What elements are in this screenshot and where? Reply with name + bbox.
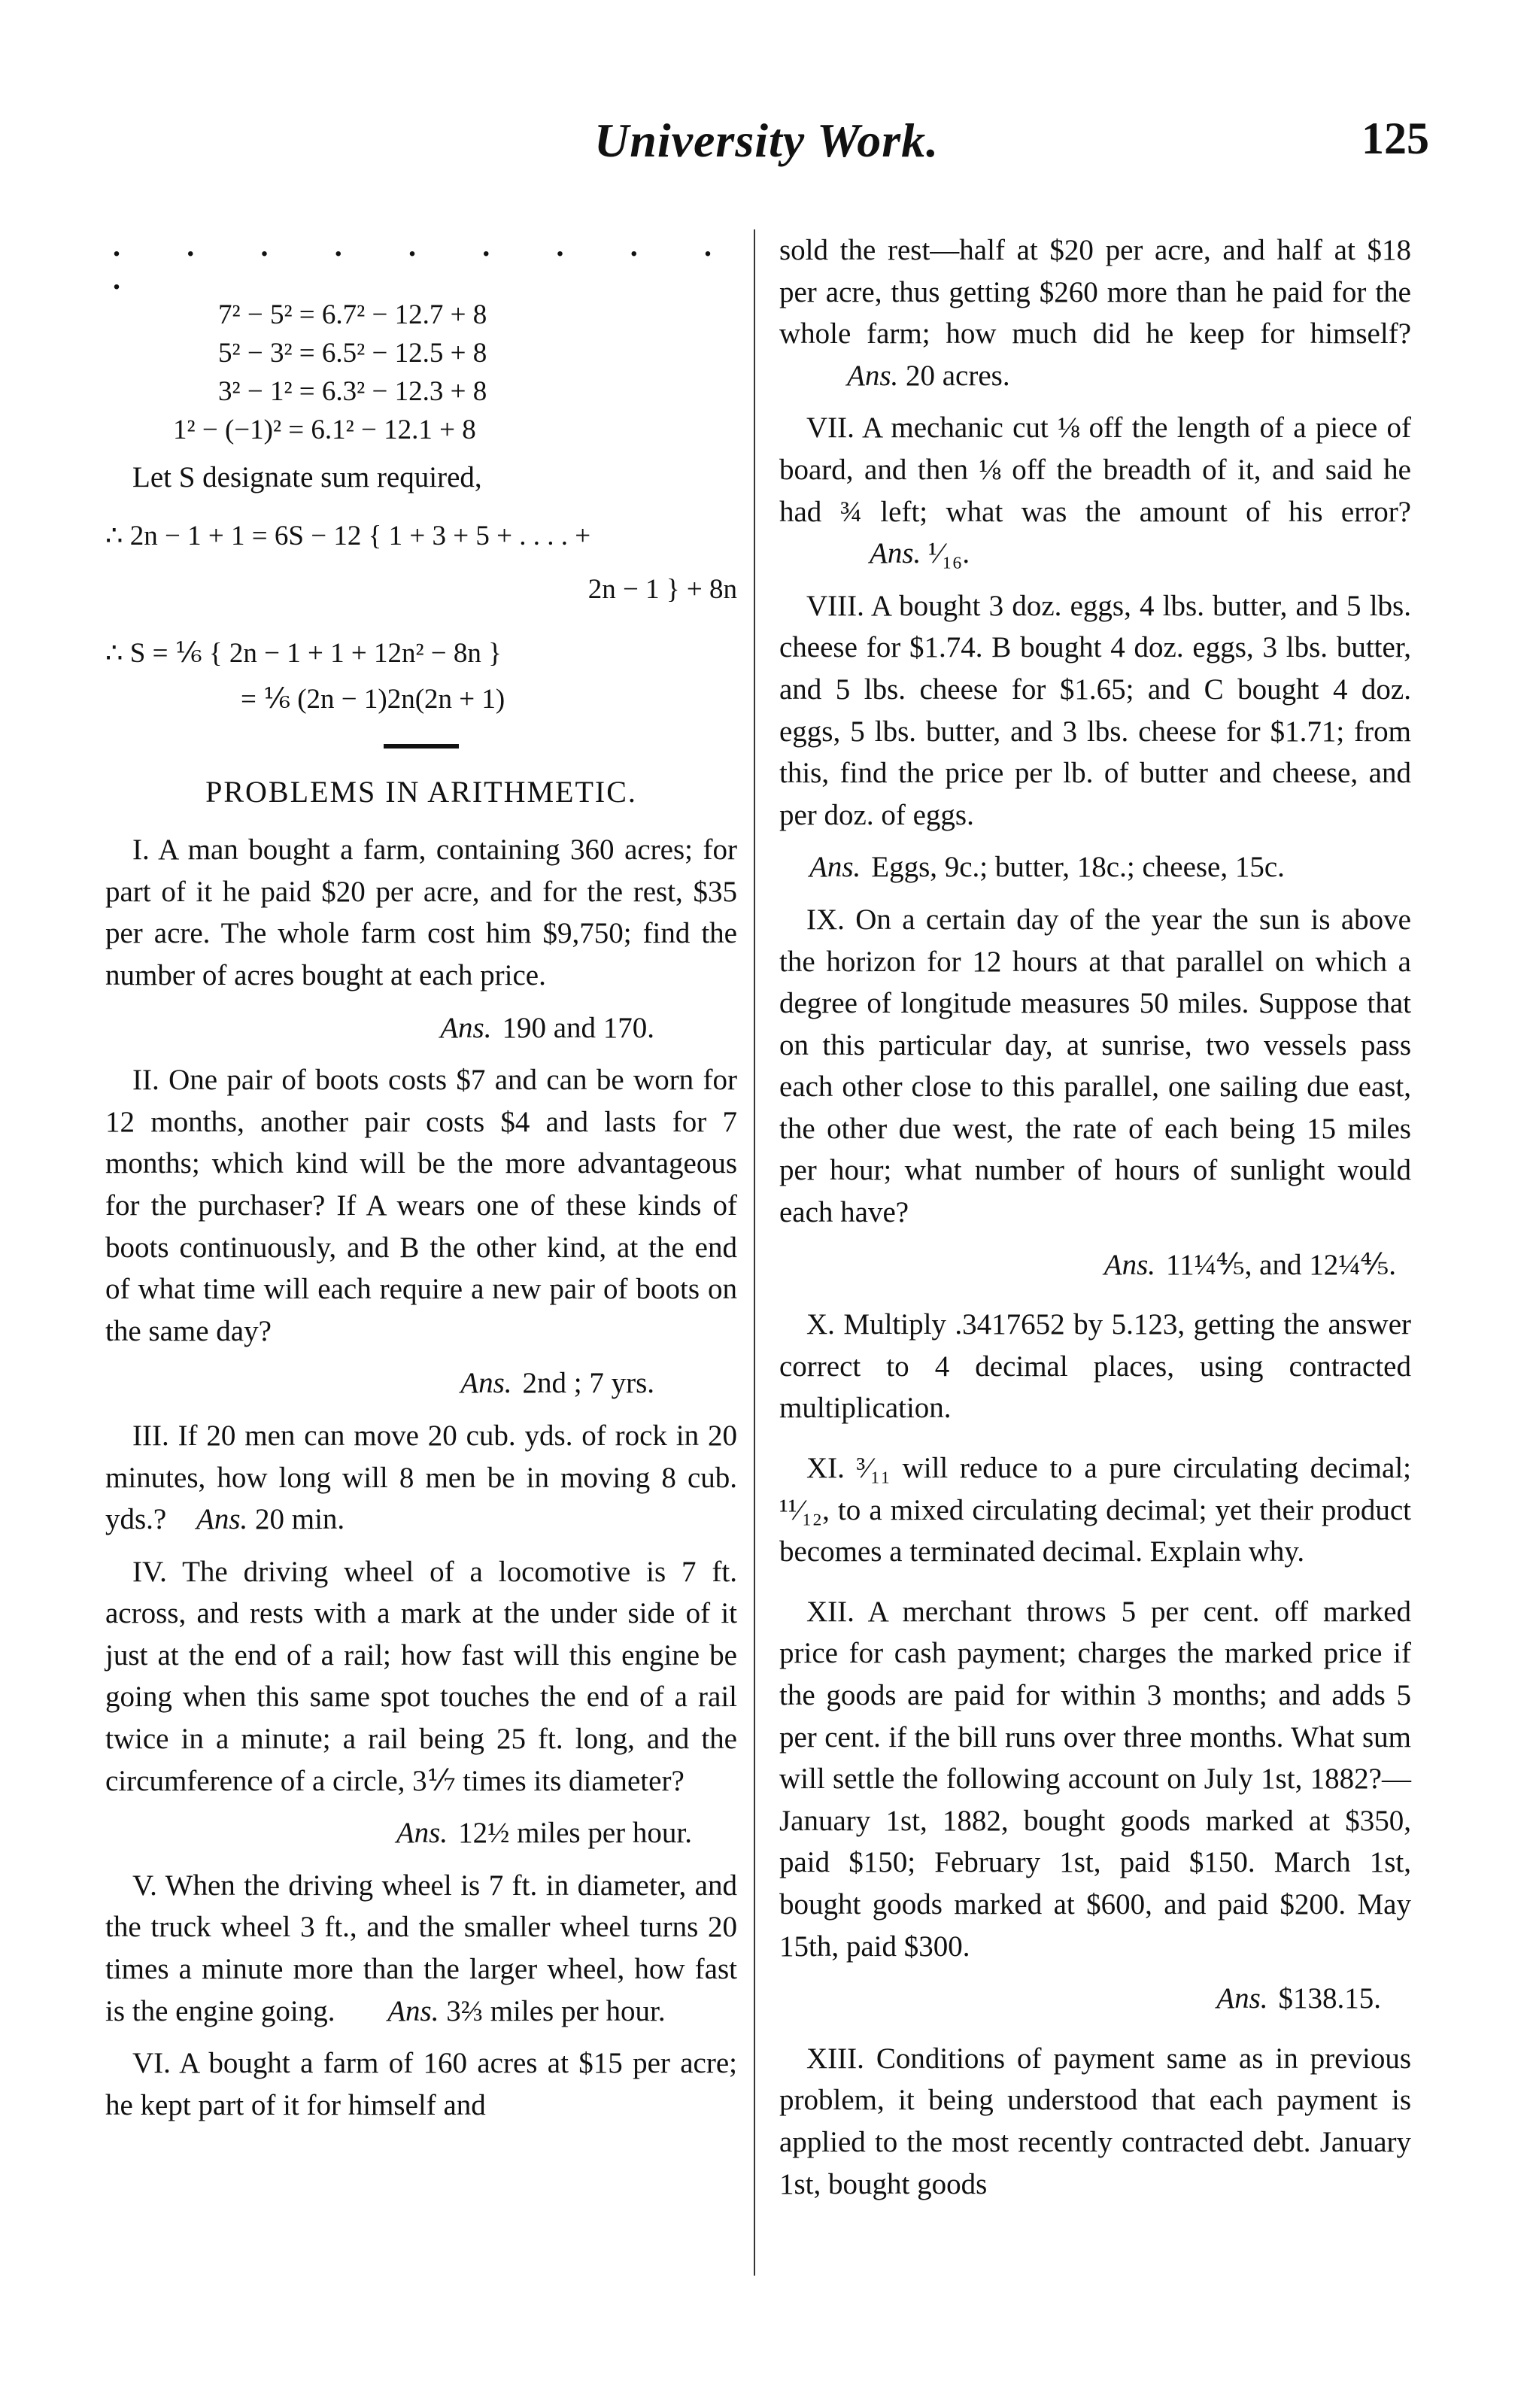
ans-label: Ans.	[460, 1367, 512, 1400]
equation-line: 5² − 3² = 6.5² − 12.5 + 8	[218, 338, 487, 369]
ans-value: ¹⁄₁₆.	[928, 537, 970, 570]
problem-1: I. A man bought a farm, containing 360 acres; for part of it he paid $20 per acre, and for the rest, $35 per acre. The whole farm cost him $9,750; find the number of acres bought at each price.	[105, 834, 737, 991]
running-title: University Work.	[594, 114, 940, 167]
derivation-line: ∴ S = ⅙ { 2n − 1 + 1 + 12n² − 8n }	[105, 637, 502, 669]
right-column	[779, 229, 1411, 2215]
ans-label: Ans.	[870, 537, 921, 570]
problem-13: XIII. Conditions of payment same as in previous problem, it being understood that each payment is applied to the most recently contracted debt. January 1st, bought goods	[779, 2042, 1411, 2200]
ans-value: 20 min.	[255, 1503, 345, 1536]
problem-6-text: sold the rest—half at $20 per acre, and half at $18 per acre, thus getting $260 more than he paid for the whole farm; how much did he keep for himself?	[779, 234, 1411, 351]
ans-label: Ans.	[196, 1503, 248, 1536]
equation-line: 1² − (−1)² = 6.1² − 12.1 + 8	[173, 414, 476, 445]
ans-label: Ans.	[1103, 1248, 1156, 1281]
ans-value: 11¼⅘, and 12¼⅘.	[1166, 1248, 1396, 1281]
answer-8	[779, 846, 1411, 888]
answer-4	[105, 1812, 737, 1854]
ans-label: Ans.	[396, 1817, 448, 1850]
page-number: 125	[1361, 114, 1429, 163]
ans-value: 20 acres.	[906, 359, 1010, 392]
ellipsis-dots: . . . . . . . . . .	[113, 229, 737, 296]
answer-9	[779, 1244, 1411, 1286]
problem-7-text: VII. A mechanic cut ⅛ off the length of a piece of board, and then ⅛ off the breadth of it, and said he had ¾ left; what was the amount of his error?	[779, 411, 1411, 528]
ans-label: Ans.	[1216, 1982, 1268, 2015]
ans-label: Ans.	[809, 851, 861, 884]
problem-4: IV. The driving wheel of a locomotive is 7 ft. across, and rests with a mark at the under side of it just at the end of a rail; how fast will this engine be going when this same spot touches the end of a rail twice in a minute; a rail being 25 ft. long, and the circumference of a circle, 3⅐ times its diameter?	[105, 1555, 737, 1797]
derivation-line: = ⅙ (2n − 1)2n(2n + 1)	[241, 683, 505, 715]
problem-8: VIII. A bought 3 doz. eggs, 4 lbs. butter, and 5 lbs. cheese for $1.74. B bought 4 doz. eggs, 3 lbs. butter, and 5 lbs. cheese for $1.65; and C bought 4 doz. eggs, 5 lbs. butter, and 3 lbs. cheese for $1.71; from this, find the price per lb. of butter and cheese, and per doz. of eggs.	[779, 589, 1411, 831]
problem-6-continued	[779, 229, 1411, 396]
derivation-line: 2n − 1 } + 8n	[587, 573, 737, 605]
problem-11: XI. ³⁄₁₁ will reduce to a pure circulating decimal; ¹¹⁄₁₂, to a mixed circulating decimal; yet their product becomes a terminated decimal. Explain why.	[779, 1452, 1411, 1568]
problem-10: X. Multiply .3417652 by 5.123, getting the answer correct to 4 decimal places, using contracted multiplication.	[779, 1308, 1411, 1425]
column-divider	[754, 229, 755, 2276]
ans-value: 3⅔ miles per hour.	[446, 1994, 666, 2027]
derivation-line: ∴ 2n − 1 + 1 = 6S − 12 { 1 + 3 + 5 + . . . . +	[105, 520, 591, 551]
problem-6: VI. A bought a farm of 160 acres at $15 per acre; he kept part of it for himself and	[105, 2047, 737, 2121]
problem-9: IX. On a certain day of the year the sun is above the horizon for 12 hours at that parallel on which a degree of longitude measures 50 miles. Suppose that on this particular day, at sunrise, two vessels pass each other close to this parallel, one sailing due east, the other due west, the rate of each being 15 miles per hour; what number of hours of sunlight would each have?	[779, 903, 1411, 1229]
section-rule	[384, 744, 459, 749]
problem-5-text: V. When the driving wheel is 7 ft. in diameter, and the truck wheel 3 ft., and the smaller wheel turns 20 times a minute more than the larger wheel, how fast is the engine going.	[105, 1869, 737, 2027]
ans-value: $138.15.	[1278, 1982, 1381, 2015]
ans-label: Ans.	[847, 359, 899, 392]
ans-value: 2nd ; 7 yrs.	[522, 1367, 654, 1400]
answer-2	[105, 1362, 737, 1404]
ans-value: Eggs, 9c.; butter, 18c.; cheese, 15c.	[871, 851, 1285, 884]
ans-value: 190 and 170.	[502, 1011, 654, 1044]
ans-value: 12½ miles per hour.	[458, 1817, 692, 1850]
problem-3-text: III. If 20 men can move 20 cub. yds. of rock in 20 minutes, how long will 8 men be in moving 8 cub. yds.?	[105, 1419, 737, 1536]
problem-12: XII. A merchant throws 5 per cent. off marked price for cash payment; charges the marked price if the goods are paid for within 3 months; and adds 5 per cent. if the bill runs over three months. What sum will settle the following account on July 1st, 1882?—January 1st, 1882, bought goods marked at $350, paid $150; February 1st, paid $150. March 1st, bought goods marked at $600, and paid $200. May 15th, paid $300.	[779, 1595, 1411, 1963]
problem-3	[105, 1415, 737, 1541]
answer-12	[779, 1978, 1411, 2020]
problem-5	[105, 1865, 737, 2032]
ans-label: Ans.	[387, 1994, 439, 2027]
answer-1	[105, 1007, 737, 1049]
ans-label: Ans.	[440, 1011, 492, 1044]
problem-7	[779, 407, 1411, 574]
let-statement: Let S designate sum required,	[132, 461, 482, 493]
equation-line: 3² − 1² = 6.3² − 12.3 + 8	[218, 376, 487, 407]
page-header	[105, 113, 1429, 181]
problem-2: II. One pair of boots costs $7 and can be worn for 12 months, another pair costs $4 and lasts for 7 months; which kind will be the more advantageous for the purchaser? If A wears one of these kinds of boots continuously, and B the other kind, at the end of what time will each require a new pair of boots on the same day?	[105, 1064, 737, 1347]
section-heading: PROBLEMS IN ARITHMETIC.	[205, 774, 637, 809]
left-column	[105, 229, 737, 2136]
equation-line: 7² − 5² = 6.7² − 12.7 + 8	[218, 299, 487, 330]
